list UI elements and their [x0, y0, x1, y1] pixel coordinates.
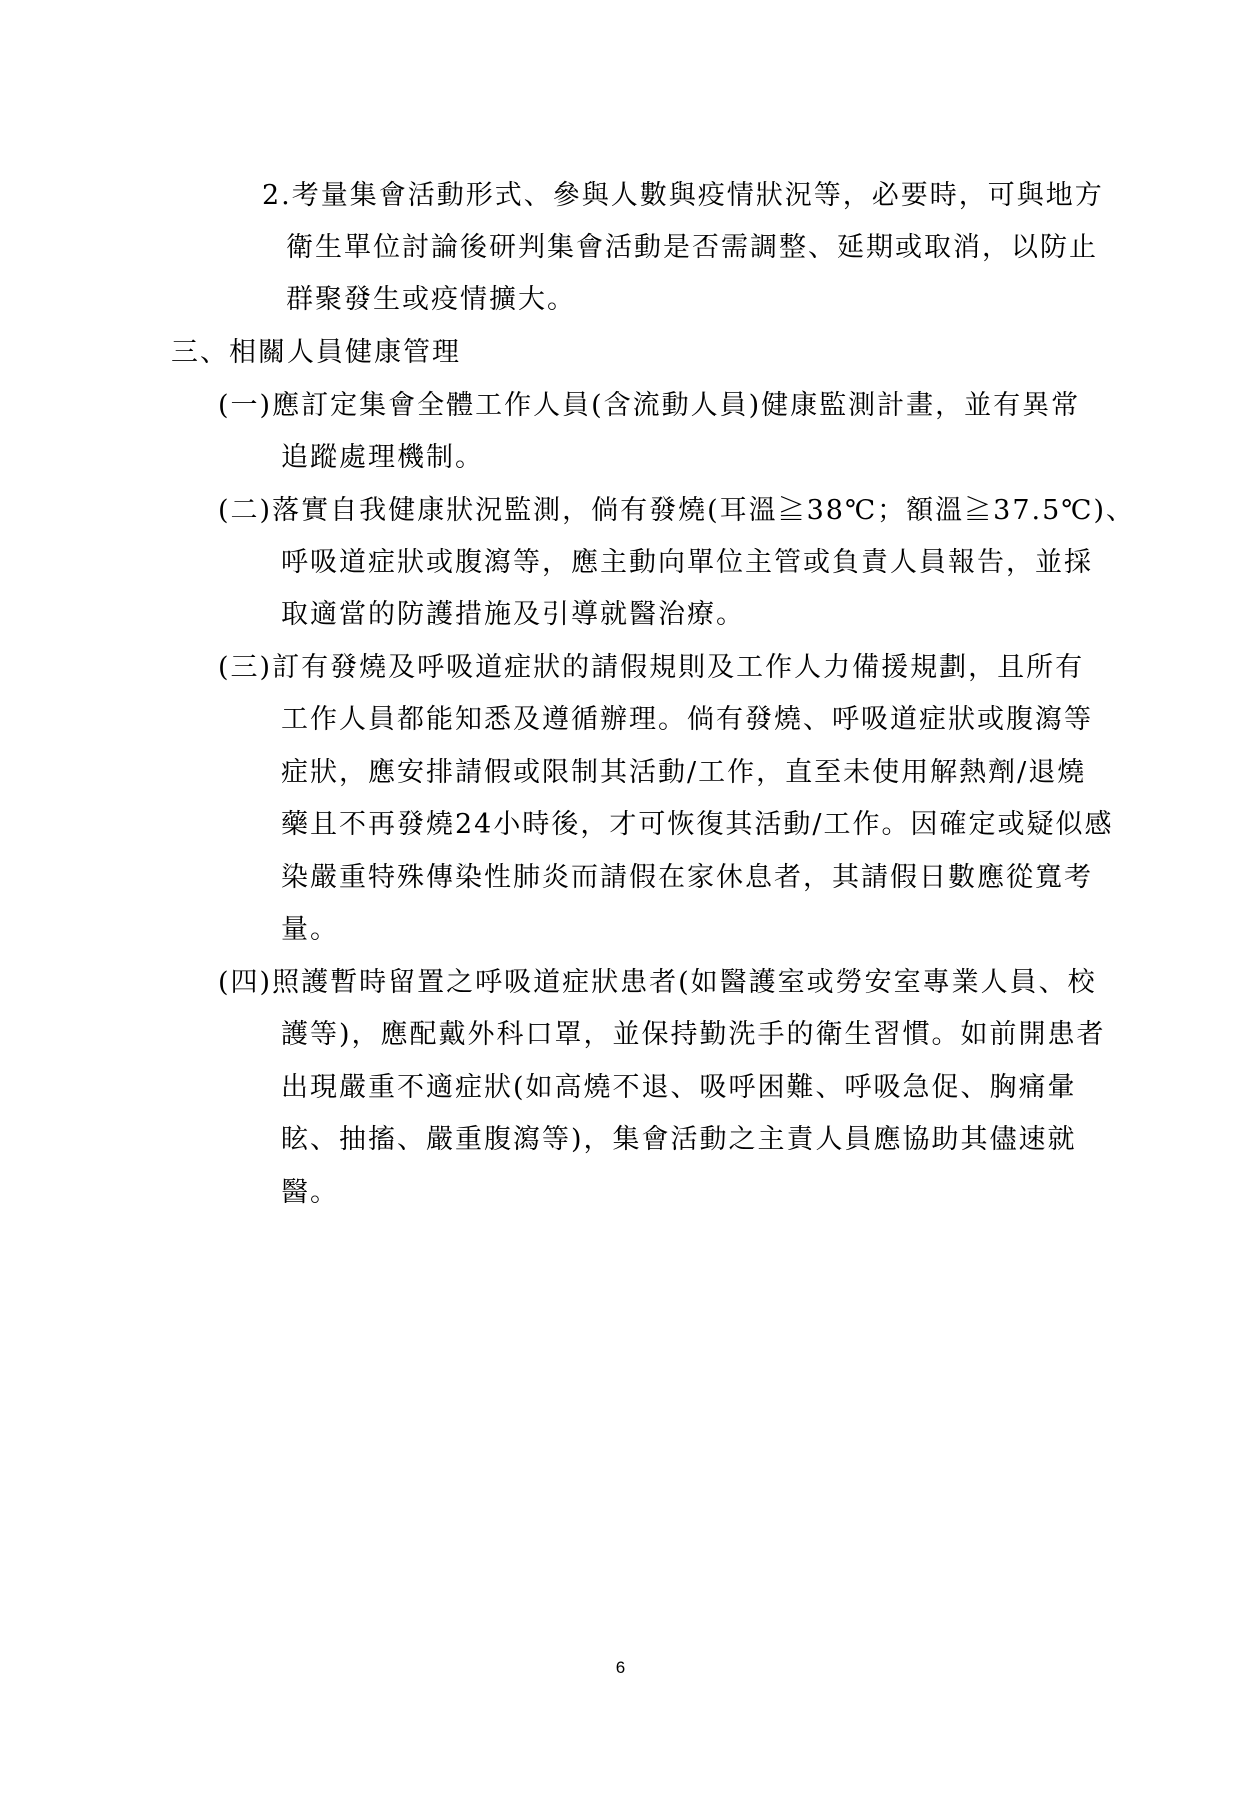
item-2-line-3: 群聚發生或疫情擴大。 [286, 284, 576, 315]
item-2b-line-2: 呼吸道症狀或腹瀉等，應主動向單位主管或負責人員報告，並採 [281, 547, 1093, 578]
item-3-line-5: 染嚴重特殊傳染性肺炎而請假在家休息者，其請假日數應從寬考 [281, 862, 1093, 893]
item-2b-line-3: 取適當的防護措施及引導就醫治療。 [281, 599, 745, 630]
item-1-line-2: 追蹤處理機制。 [281, 442, 484, 473]
item-4-line-5: 醫。 [281, 1177, 339, 1208]
section-3-heading: 三、相關人員健康管理 [171, 337, 461, 368]
item-4-line-1: (四)照護暫時留置之呼吸道症狀患者(如醫護室或勞安室專業人員、校 [218, 967, 1097, 998]
item-4-line-2: 護等)，應配戴外科口罩，並保持勤洗手的衛生習慣。如前開患者 [281, 1019, 1106, 1050]
item-4-line-3: 出現嚴重不適症狀(如高燒不退、吸呼困難、呼吸急促、胸痛暈 [281, 1072, 1077, 1103]
page-number: 6 [615, 1658, 626, 1677]
item-1-line-1: (一)應訂定集會全體工作人員(含流動人員)健康監測計畫，並有異常 [218, 390, 1081, 421]
item-3-line-4: 藥且不再發燒24小時後，才可恢復其活動/工作。因確定或疑似感 [281, 809, 1114, 840]
item-3-line-6: 量。 [281, 914, 339, 945]
item-2-line-1: 2.考量集會活動形式、參與人數與疫情狀況等，必要時，可與地方 [262, 180, 1104, 211]
item-3-line-1: (三)訂有發燒及呼吸道症狀的請假規則及工作人力備援規劃，且所有 [218, 652, 1085, 683]
item-2b-line-1: (二)落實自我健康狀況監測，倘有發燒(耳溫≧38℃；額溫≧37.5℃)、 [218, 495, 1136, 526]
item-3-line-3: 症狀，應安排請假或限制其活動/工作，直至未使用解熱劑/退燒 [281, 757, 1087, 788]
item-3-line-2: 工作人員都能知悉及遵循辦理。倘有發燒、呼吸道症狀或腹瀉等 [281, 704, 1093, 735]
item-4-line-4: 眩、抽搐、嚴重腹瀉等)，集會活動之主責人員應協助其儘速就 [281, 1124, 1077, 1155]
item-2-line-2: 衛生單位討論後研判集會活動是否需調整、延期或取消，以防止 [286, 232, 1098, 263]
